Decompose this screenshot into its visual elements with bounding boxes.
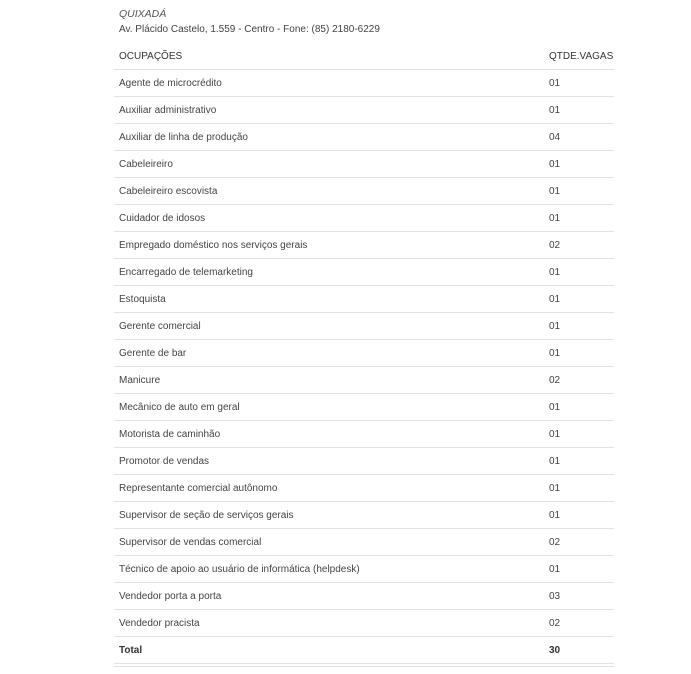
- vacancies-cell: 01: [544, 421, 614, 448]
- occupation-cell: Promotor de vendas: [114, 448, 544, 475]
- vacancies-cell: 01: [544, 556, 614, 583]
- vacancies-cell: 01: [544, 205, 614, 232]
- vacancies-cell: 01: [544, 151, 614, 178]
- vacancies-cell: 01: [544, 448, 614, 475]
- vacancies-cell: 01: [544, 286, 614, 313]
- occupation-cell: Supervisor de vendas comercial: [114, 529, 544, 556]
- vacancies-cell: 02: [544, 367, 614, 394]
- table-row: [114, 367, 614, 394]
- table-row: [114, 421, 614, 448]
- table-row: [114, 529, 614, 556]
- bottom-divider: [114, 666, 614, 667]
- table-row: [114, 205, 614, 232]
- table-row: [114, 448, 614, 475]
- vacancies-cell: 01: [544, 502, 614, 529]
- city-name: QUIXADÁ: [119, 8, 167, 20]
- address-line: Av. Plácido Castelo, 1.559 - Centro - Fone: (85) 2180-6229: [119, 24, 380, 35]
- table-row: [114, 70, 614, 97]
- table-header-row: [114, 43, 614, 70]
- table-row: [114, 583, 614, 610]
- occupation-cell: Cabeleireiro: [114, 151, 544, 178]
- occupation-cell: Cuidador de idosos: [114, 205, 544, 232]
- vacancies-cell: 01: [544, 313, 614, 340]
- vacancies-cell: 01: [544, 475, 614, 502]
- occupation-cell: Representante comercial autônomo: [114, 475, 544, 502]
- occupation-cell: Supervisor de seção de serviços gerais: [114, 502, 544, 529]
- table-row: [114, 124, 614, 151]
- occupation-cell: Agente de microcrédito: [114, 70, 544, 97]
- vacancies-cell: 02: [544, 232, 614, 259]
- vacancies-table: [114, 43, 614, 664]
- table-row: [114, 556, 614, 583]
- table-row: [114, 502, 614, 529]
- vacancies-cell: 01: [544, 178, 614, 205]
- occupation-cell: Auxiliar de linha de produção: [114, 124, 544, 151]
- occupation-cell: Mecânico de auto em geral: [114, 394, 544, 421]
- table-row: [114, 394, 614, 421]
- occupation-cell: Vendedor porta a porta: [114, 583, 544, 610]
- occupation-cell: Manicure: [114, 367, 544, 394]
- table-row: [114, 232, 614, 259]
- occupation-cell: Empregado doméstico nos serviços gerais: [114, 232, 544, 259]
- table-row: [114, 610, 614, 637]
- header-occupations: OCUPAÇÕES: [114, 43, 544, 70]
- occupation-cell: Vendedor pracista: [114, 610, 544, 637]
- occupation-cell: Motorista de caminhão: [114, 421, 544, 448]
- total-value: 30: [544, 637, 614, 664]
- vacancies-cell: 01: [544, 259, 614, 286]
- header-vacancies: QTDE.VAGAS: [544, 43, 614, 70]
- vacancies-cell: 02: [544, 529, 614, 556]
- occupation-cell: Gerente de bar: [114, 340, 544, 367]
- occupation-cell: Estoquista: [114, 286, 544, 313]
- vacancies-cell: 02: [544, 610, 614, 637]
- table-row: [114, 313, 614, 340]
- table-row: [114, 286, 614, 313]
- vacancies-cell: 01: [544, 340, 614, 367]
- table-row: [114, 475, 614, 502]
- vacancies-cell: 01: [544, 70, 614, 97]
- occupation-cell: Técnico de apoio ao usuário de informática (helpdesk): [114, 556, 544, 583]
- vacancies-cell: 03: [544, 583, 614, 610]
- vacancies-cell: 01: [544, 97, 614, 124]
- vacancies-cell: 04: [544, 124, 614, 151]
- table-row: [114, 259, 614, 286]
- table-row: [114, 340, 614, 367]
- total-label: Total: [114, 637, 544, 664]
- table-row: [114, 151, 614, 178]
- vacancies-cell: 01: [544, 394, 614, 421]
- table-row: [114, 178, 614, 205]
- occupation-cell: Encarregado de telemarketing: [114, 259, 544, 286]
- occupation-cell: Gerente comercial: [114, 313, 544, 340]
- total-row: [114, 637, 614, 664]
- occupation-cell: Auxiliar administrativo: [114, 97, 544, 124]
- occupation-cell: Cabeleireiro escovista: [114, 178, 544, 205]
- table-row: [114, 97, 614, 124]
